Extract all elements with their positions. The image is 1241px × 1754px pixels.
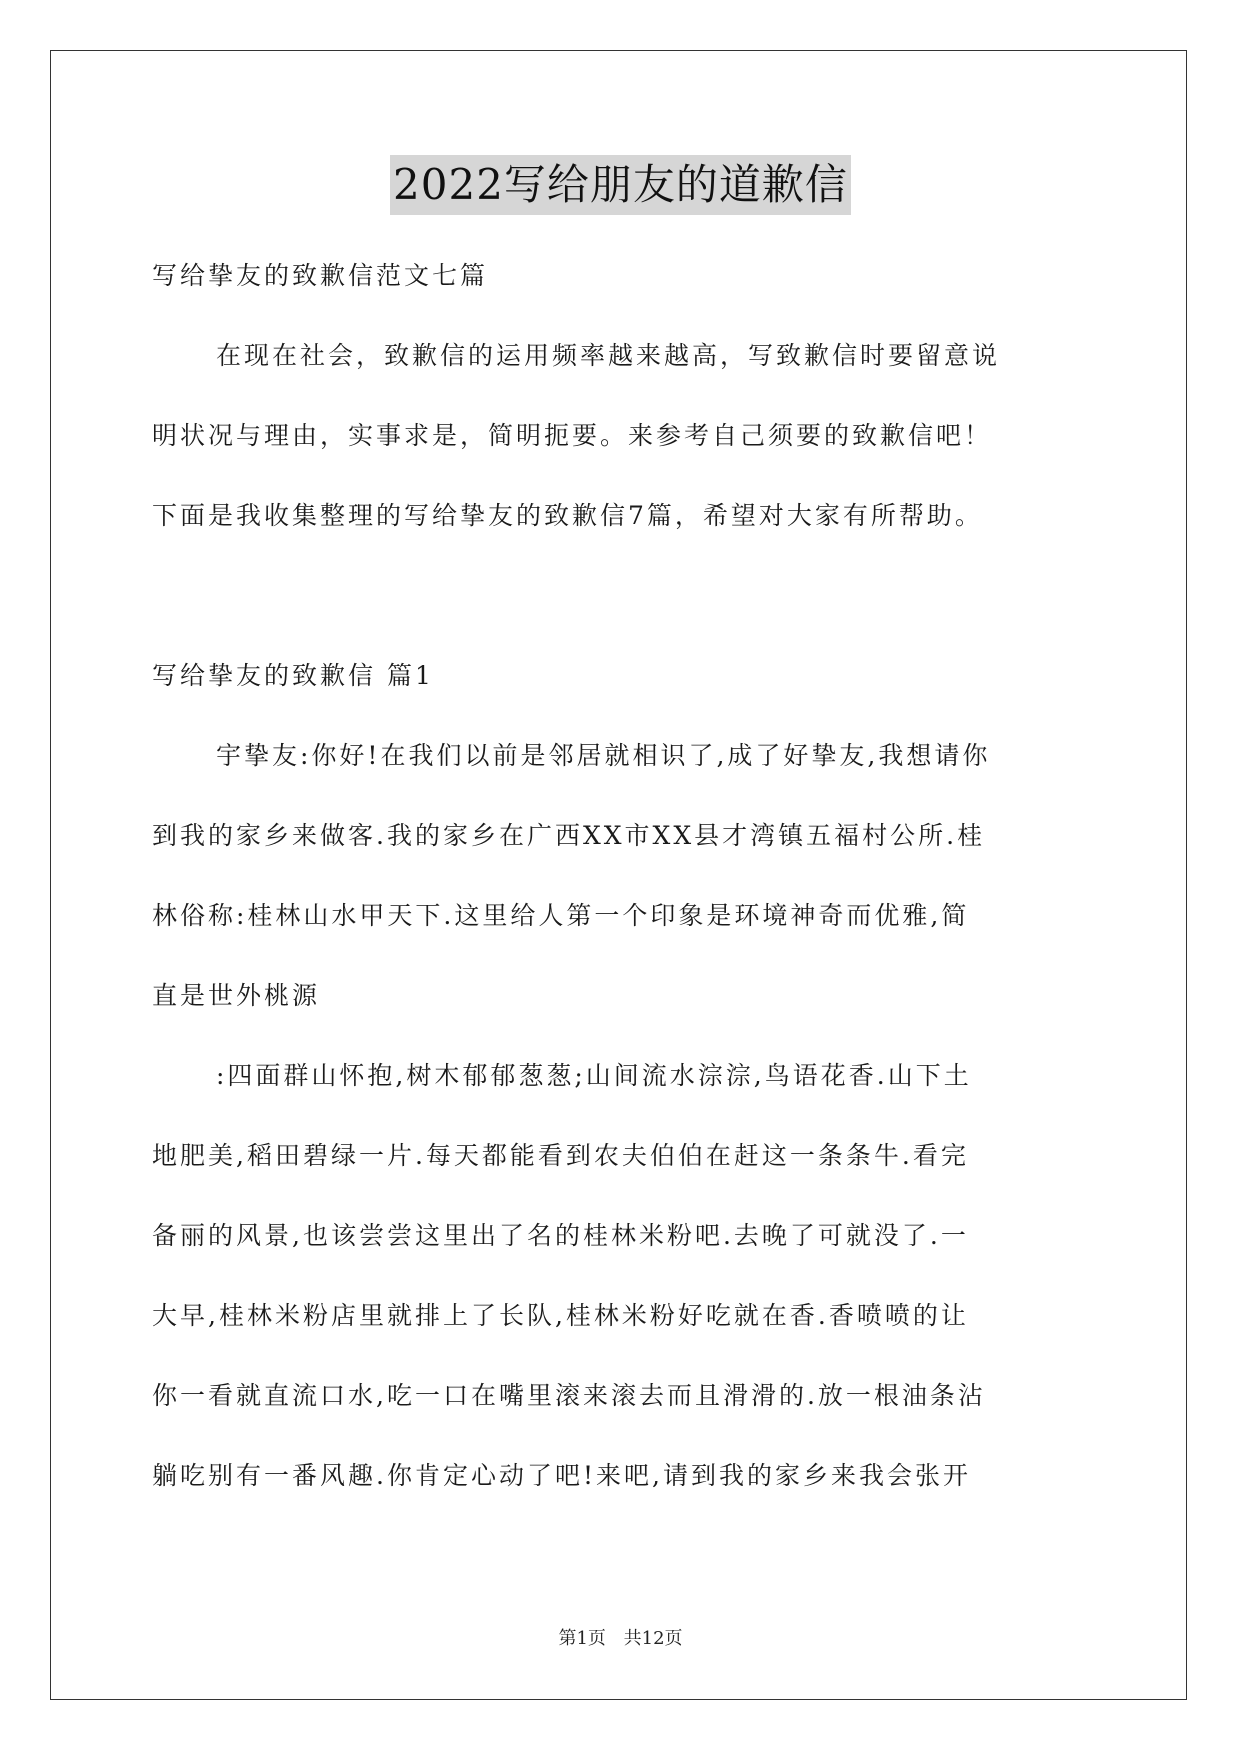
paragraph-line: 地肥美,稻田碧绿一片.每天都能看到农夫伯伯在赶这一条条牛.看完 — [152, 1141, 969, 1170]
document-body — [152, 236, 1092, 1516]
page-footer — [0, 1624, 1241, 1650]
paragraph-line: 林俗称:桂林山水甲天下.这里给人第一个印象是环境神奇而优雅,简 — [152, 901, 970, 930]
paragraph-line: 躺吃别有一番风趣.你肯定心动了吧!来吧,请到我的家乡来我会张开 — [152, 1461, 971, 1490]
paragraph-line: 宇挚友:你好!在我们以前是邻居就相识了,成了好挚友,我想请你 — [216, 741, 991, 770]
title-container — [0, 155, 1241, 215]
paragraph-line: 在现在社会，致歉信的运用频率越来越高，写致歉信时要留意说 — [216, 341, 1001, 370]
page-total: 共12页 — [623, 1628, 683, 1649]
paragraph-gap — [152, 556, 1092, 636]
paragraph-line: 到我的家乡来做客.我的家乡在广西XX市XX县才湾镇五福村公所.桂 — [152, 821, 986, 850]
paragraph-line: 你一看就直流口水,吃一口在嘴里滚来滚去而且滑滑的.放一根油条沾 — [152, 1381, 986, 1410]
paragraph-line: :四面群山怀抱,树木郁郁葱葱;山间流水淙淙,鸟语花香.山下土 — [216, 1061, 972, 1090]
subtitle: 写给挚友的致歉信范文七篇 — [152, 261, 489, 290]
page-number: 第1页 — [558, 1628, 606, 1649]
paragraph-line: 下面是我收集整理的写给挚友的致歉信7篇，希望对大家有所帮助。 — [152, 501, 983, 530]
section-heading: 写给挚友的致歉信 篇1 — [152, 661, 434, 690]
document-title: 2022写给朋友的道歉信 — [390, 155, 851, 215]
paragraph-line: 直是世外桃源 — [152, 981, 321, 1010]
paragraph-line: 大早,桂林米粉店里就排上了长队,桂林米粉好吃就在香.香喷喷的让 — [152, 1301, 969, 1330]
paragraph-line: 明状况与理由，实事求是，简明扼要。来参考自己须要的致歉信吧！ — [152, 421, 993, 450]
paragraph-line: 备丽的风景,也该尝尝这里出了名的桂林米粉吧.去晚了可就没了.一 — [152, 1221, 969, 1250]
